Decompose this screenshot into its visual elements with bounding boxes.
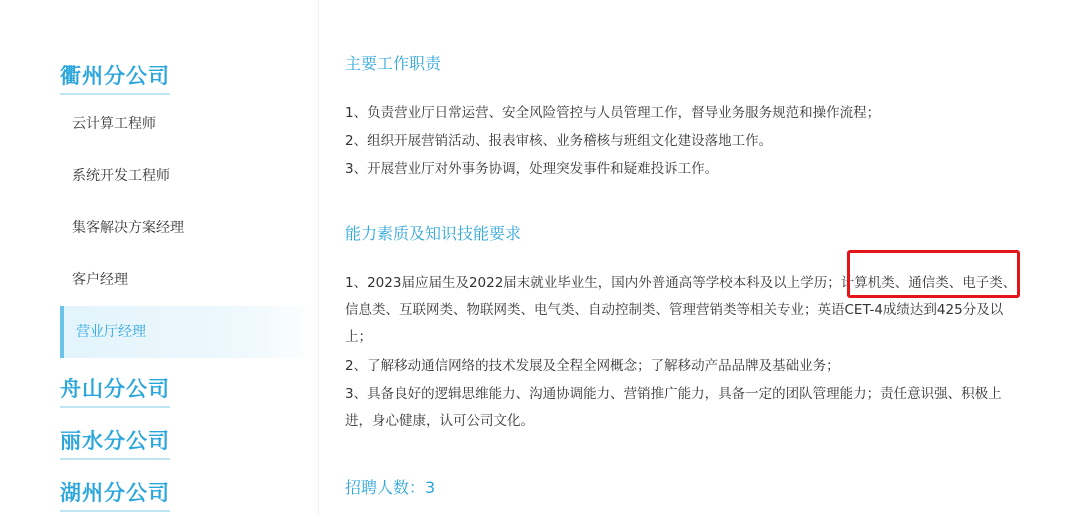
job-item-system-dev-engineer[interactable]: 系统开发工程师 [72, 168, 170, 184]
duty-item: 3、开展营业厅对外事务协调，处理突发事件和疑难投诉工作。 [345, 161, 719, 177]
requirements-title: 能力素质及知识技能要求 [345, 224, 522, 243]
sidebar [0, 0, 319, 514]
job-item-store-manager[interactable]: 营业厅经理 [60, 306, 318, 358]
job-item-account-manager[interactable]: 客户经理 [72, 272, 128, 288]
headcount: 招聘人数：3 [345, 478, 436, 497]
company-zhoushan[interactable]: 舟山分公司 [60, 373, 170, 403]
duty-item: 2、组织开展营销活动、报表审核、业务稽核与班组文化建设落地工作。 [345, 133, 773, 149]
job-item-solution-manager[interactable]: 集客解决方案经理 [72, 220, 184, 236]
requirement-item: 1、2023届应届生及2022届末就业毕业生，国内外普通高等学校本科及以上学历；计算机类、通信类、电子类、信息类、互联网类、物联网类、电气类、自动控制类、管理营销类等相关专业；英语CET-4成绩达到425分及以上； [345, 275, 1017, 345]
duty-item: 1、负责营业厅日常运营、安全风险管控与人员管理工作，督导业务服务规范和操作流程； [345, 105, 881, 121]
duties-title: 主要工作职责 [345, 54, 442, 73]
company-huzhou[interactable]: 湖州分公司 [60, 477, 170, 507]
requirement-item: 3、具备良好的逻辑思维能力、沟通协调能力、营销推广能力，具备一定的团队管理能力；责任意识强、积极上进，身心健康，认可公司文化。 [345, 386, 1002, 429]
requirement-item: 2、了解移动通信网络的技术发展及全程全网概念；了解移动产品品牌及基础业务； [345, 358, 840, 374]
company-lishui[interactable]: 丽水分公司 [60, 425, 170, 455]
highlight-annotation-box [847, 250, 1020, 298]
company-quzhou[interactable]: 衢州分公司 [60, 60, 170, 90]
job-item-cloud-engineer[interactable]: 云计算工程师 [72, 116, 156, 132]
